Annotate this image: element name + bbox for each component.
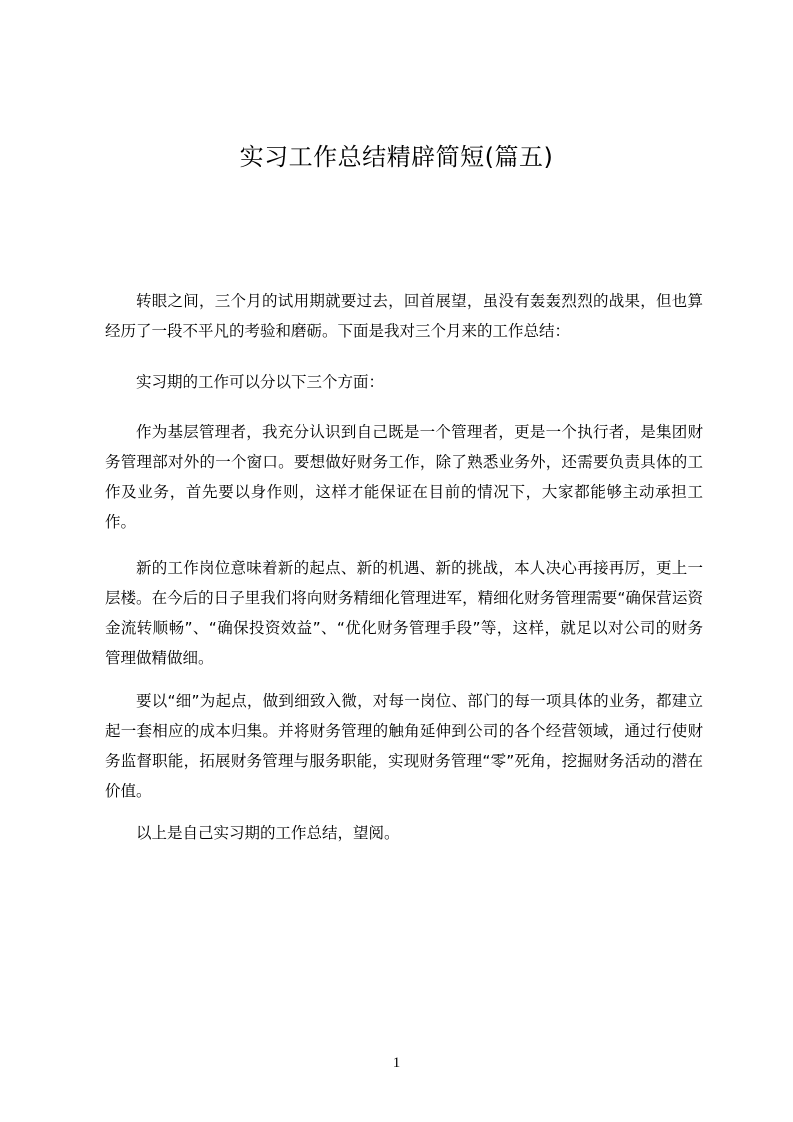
paragraph-manager-role: 作为基层管理者，我充分认识到自己既是一个管理者，更是一个执行者，是集团财务管理部对外的一个窗口。要想做好财务工作，除了熟悉业务外，还需要负责具体的工作及业务，首先要以身作则，这样才能保证在目前的情况下，大家都能够主动承担工作。 — [105, 423, 703, 531]
document-title: 实习工作总结精辟简短(篇五) — [239, 143, 554, 171]
paragraph-new-position: 新的工作岗位意味着新的起点、新的机遇、新的挑战，本人决心再接再厉，更上一层楼。在今后的日子里我们将向财务精细化管理进军，精细化财务管理需要“确保营运资金流转顺畅”、“确保投资效益”、“优化财务管理手段”等，这样，就足以对公司的财务管理做精做细。 — [105, 559, 703, 667]
page-number: 1 — [392, 1055, 401, 1071]
paragraph-intro: 转眼之间，三个月的试用期就要过去，回首展望，虽没有轰轰烈烈的战果，但也算经历了一段不平凡的考验和磨砺。下面是我对三个月来的工作总结： — [105, 292, 703, 340]
paragraph-aspects: 实习期的工作可以分以下三个方面： — [136, 373, 385, 391]
paragraph-conclusion: 以上是自己实习期的工作总结，望阅。 — [136, 824, 400, 842]
paragraph-detail: 要以“细”为起点，做到细致入微，对每一岗位、部门的每一项具体的业务，都建立起一套相应的成本归集。并将财务管理的触角延伸到公司的各个经营领域，通过行使财务监督职能，拓展财务管理与服务职能，实现财务管理“零”死角，挖掘财务活动的潜在价值。 — [105, 692, 703, 800]
